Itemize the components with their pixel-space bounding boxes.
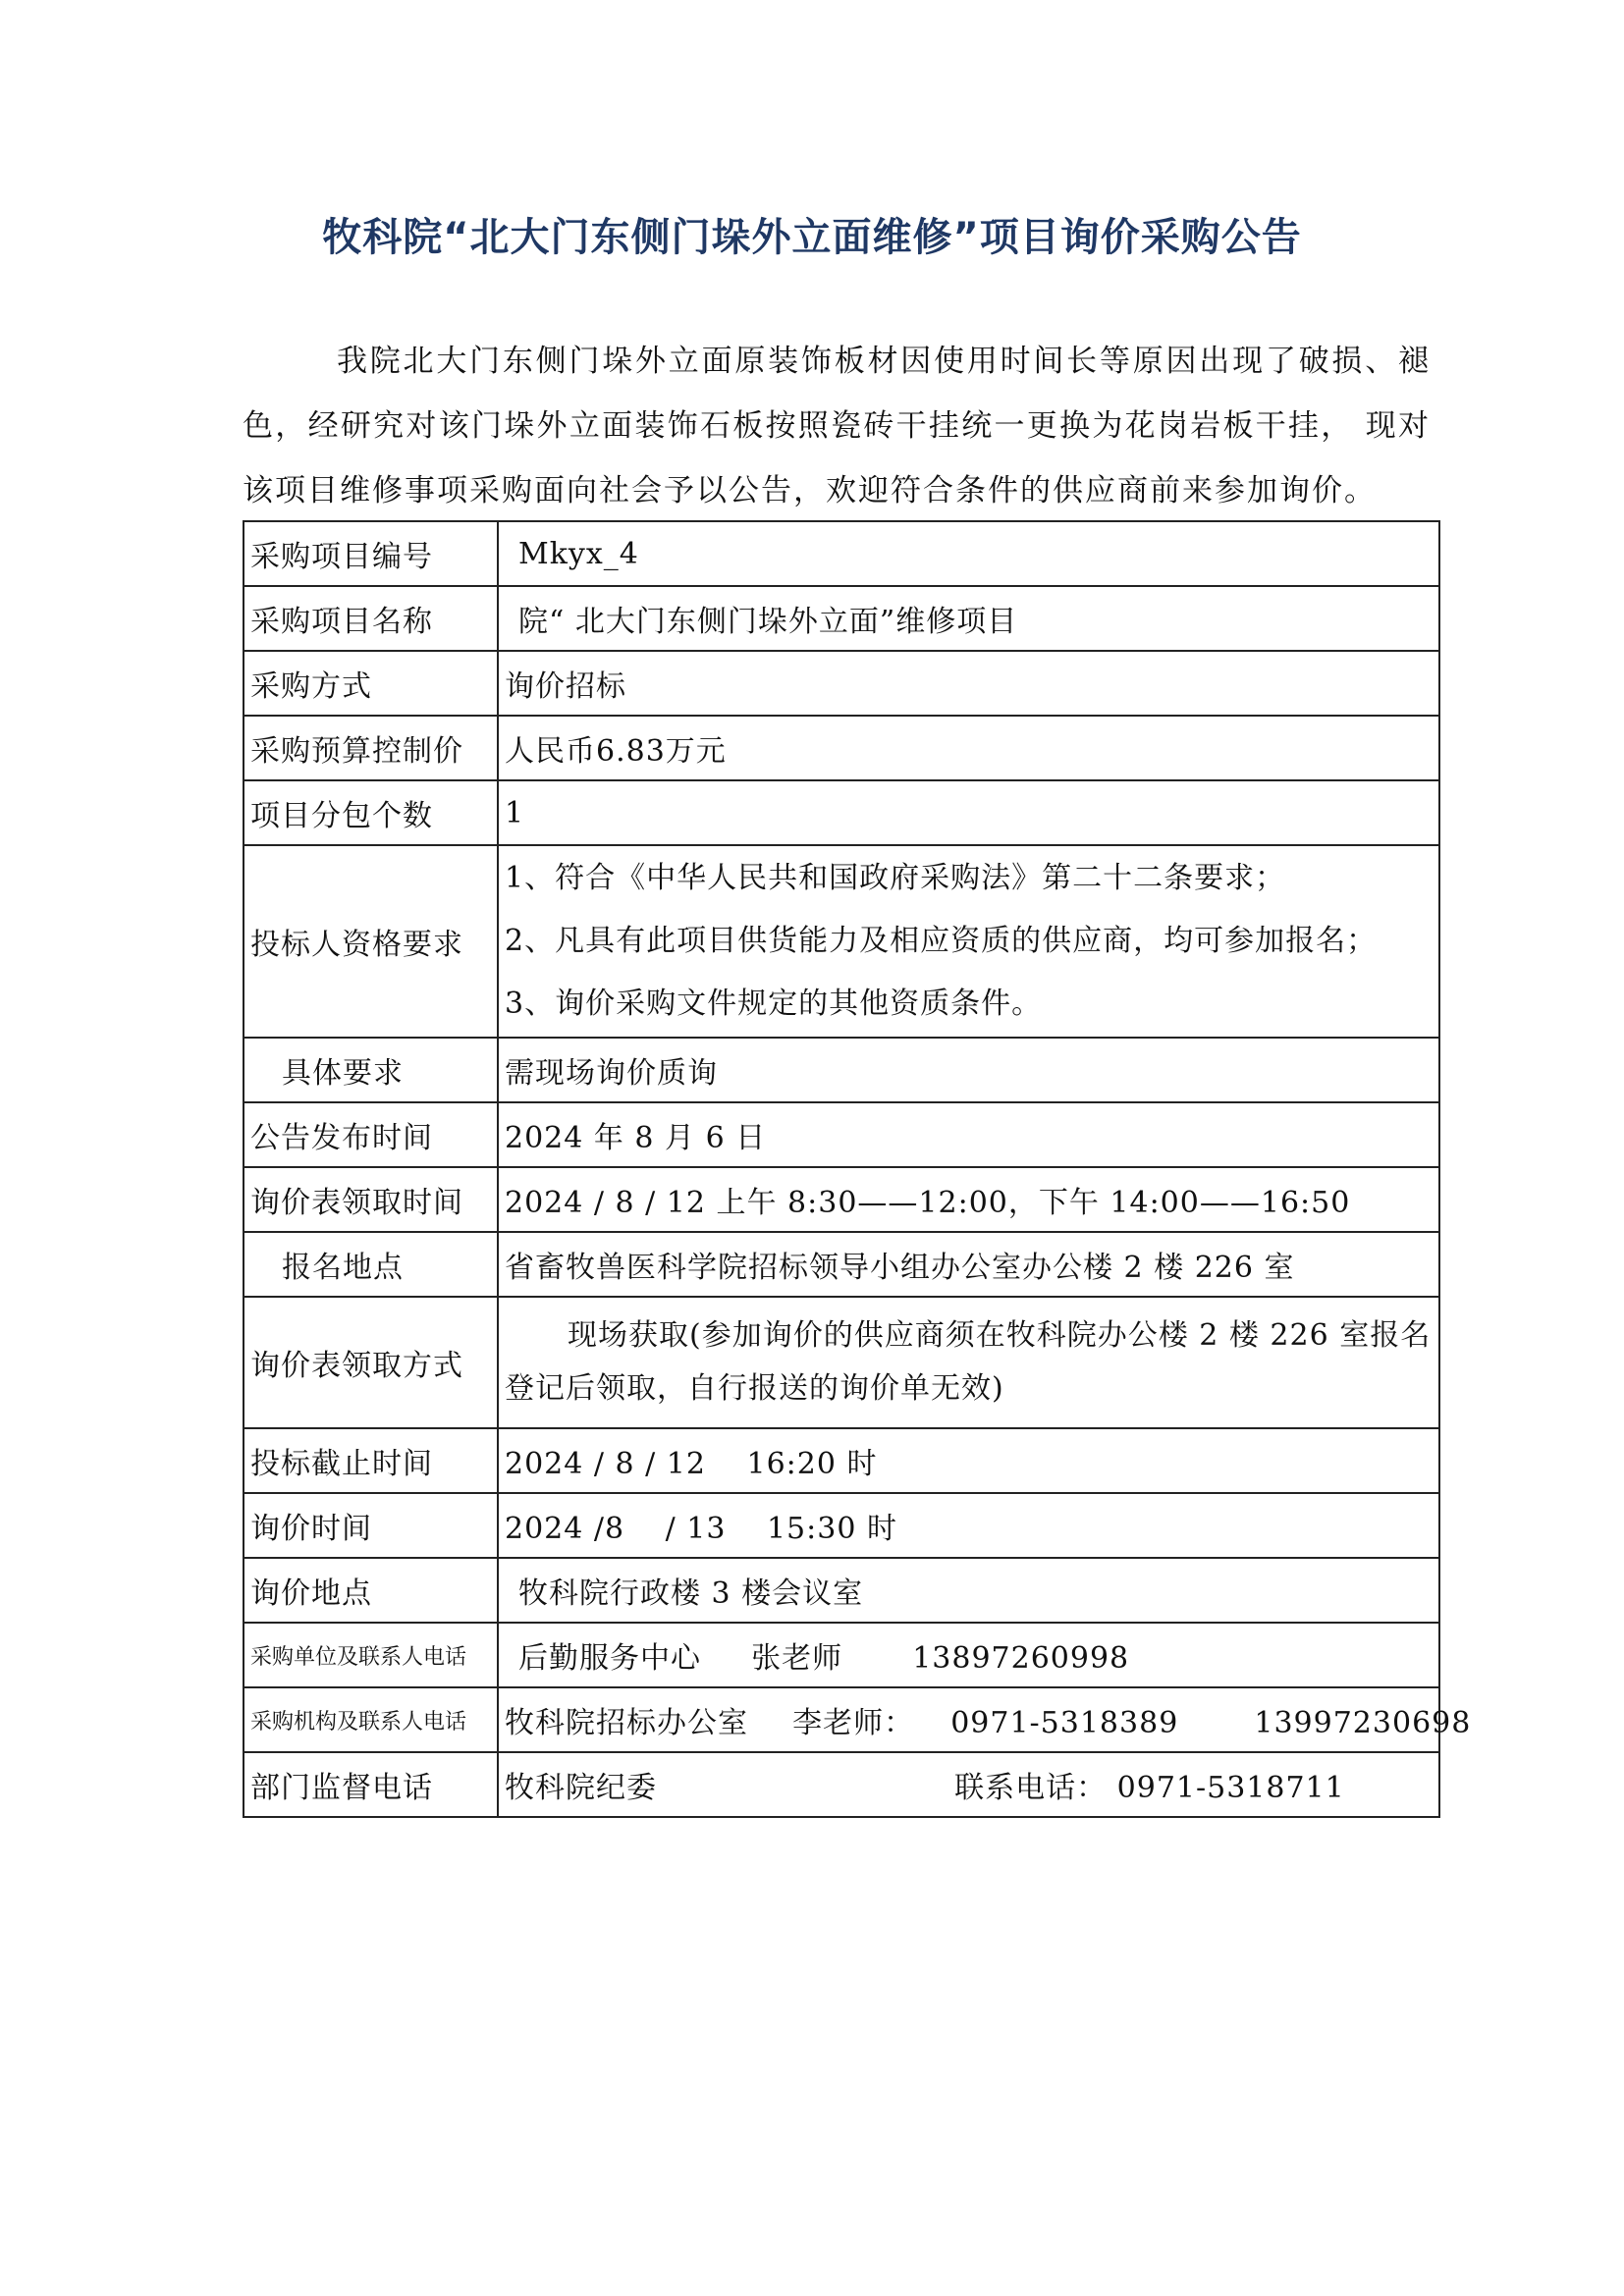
row-label: 询价表领取时间 (244, 1167, 498, 1232)
row-label: 询价时间 (244, 1493, 498, 1558)
row-label: 公告发布时间 (244, 1102, 498, 1167)
table-row (244, 780, 1439, 845)
form-collection-time: 2024 / 8 / 12 上午 8:30——12:00，下午 14:00——16:50 (498, 1167, 1439, 1232)
row-label: 采购方式 (244, 651, 498, 716)
row-label: 采购项目编号 (244, 521, 498, 586)
table-row (244, 1167, 1439, 1232)
form-collection-method: 现场获取(参加询价的供应商须在牧科院办公楼 2 楼 226 室报名登记后领取，自行报送的询价单无效) (498, 1297, 1439, 1428)
row-label: 具体要求 (244, 1038, 498, 1102)
supervision-contact (498, 1752, 1439, 1817)
project-number: Mkyx_4 (498, 521, 1439, 586)
row-label: 项目分包个数 (244, 780, 498, 845)
row-label: 采购单位及联系人电话 (244, 1623, 498, 1687)
bid-deadline: 2024 / 8 / 12 16:20 时 (498, 1428, 1439, 1493)
row-label: 采购机构及联系人电话 (244, 1687, 498, 1752)
row-label: 询价地点 (244, 1558, 498, 1623)
list-item: 3、询价采购文件规定的其他资质条件。 (505, 987, 1043, 1021)
table-row (244, 845, 1439, 1038)
purchaser-person: 张老师 (751, 1641, 843, 1676)
inquiry-place: 牧科院行政楼 3 楼会议室 (498, 1558, 1439, 1623)
project-name: 院“ 北大门东侧门垛外立面”维修项目 (498, 586, 1439, 651)
supervision-unit: 牧科院纪委 (505, 1771, 657, 1805)
table-row (244, 1558, 1439, 1623)
list-item: 1、符合《中华人民共和国政府采购法》第二十二条要求； (505, 861, 1286, 895)
table-row (244, 586, 1439, 651)
row-label: 报名地点 (244, 1232, 498, 1297)
table-row (244, 1428, 1439, 1493)
table-row (244, 1623, 1439, 1687)
table-row (244, 521, 1439, 586)
table-row (244, 1102, 1439, 1167)
purchaser-contact (498, 1623, 1439, 1687)
list-item: 2、凡具有此项目供货能力及相应资质的供应商，均可参加报名； (505, 924, 1378, 958)
agency-mobile: 13997230698 (1254, 1706, 1472, 1740)
specific-requirement: 需现场询价质询 (498, 1038, 1439, 1102)
package-count: 1 (498, 780, 1439, 845)
table-row (244, 1038, 1439, 1102)
row-label: 询价表领取方式 (244, 1297, 498, 1428)
table-row (244, 651, 1439, 716)
agency-person: 李老师： (792, 1706, 915, 1740)
intro-paragraph: 我院北大门东侧门垛外立面原装饰板材因使用时间长等原因出现了破损、褪色，经研究对该门垛外立面装饰石板按照瓷砖干挂统一更换为花岗岩板干挂， 现对该项目维修事项采购面向社会予以公告，欢迎符合条件的供应商前来参加询价。 (243, 344, 1431, 508)
inquiry-time: 2024 /8 / 13 15:30 时 (498, 1493, 1439, 1558)
document-title: 牧科院“北大门东侧门垛外立面维修”项目询价采购公告 (322, 215, 1302, 260)
procurement-method: 询价招标 (498, 651, 1439, 716)
table-row (244, 716, 1439, 780)
row-label: 投标人资格要求 (244, 845, 498, 1038)
publish-date: 2024 年 8 月 6 日 (498, 1102, 1439, 1167)
table-row (244, 1752, 1439, 1817)
purchaser-unit: 后勤服务中心 (518, 1641, 701, 1676)
purchaser-phone: 13897260998 (912, 1641, 1130, 1676)
table-row (244, 1687, 1439, 1752)
procurement-info-table (243, 520, 1472, 1818)
registration-place: 省畜牧兽医科学院招标领导小组办公室办公楼 2 楼 226 室 (498, 1232, 1439, 1297)
budget-value: 人民币6.83万元 (498, 716, 1439, 780)
agency-phone: 0971-5318389 (950, 1706, 1179, 1740)
row-label: 采购项目名称 (244, 586, 498, 651)
table-row (244, 1493, 1439, 1558)
supervision-phone-label: 联系电话： (954, 1771, 1108, 1805)
row-label: 部门监督电话 (244, 1752, 498, 1817)
row-label: 投标截止时间 (244, 1428, 498, 1493)
row-label: 采购预算控制价 (244, 716, 498, 780)
table-row (244, 1232, 1439, 1297)
agency-unit: 牧科院招标办公室 (505, 1706, 748, 1740)
qualification-list (498, 845, 1439, 1038)
table-row (244, 1297, 1439, 1428)
supervision-phone: 0971-5318711 (1116, 1771, 1345, 1805)
agency-contact (498, 1687, 1472, 1752)
